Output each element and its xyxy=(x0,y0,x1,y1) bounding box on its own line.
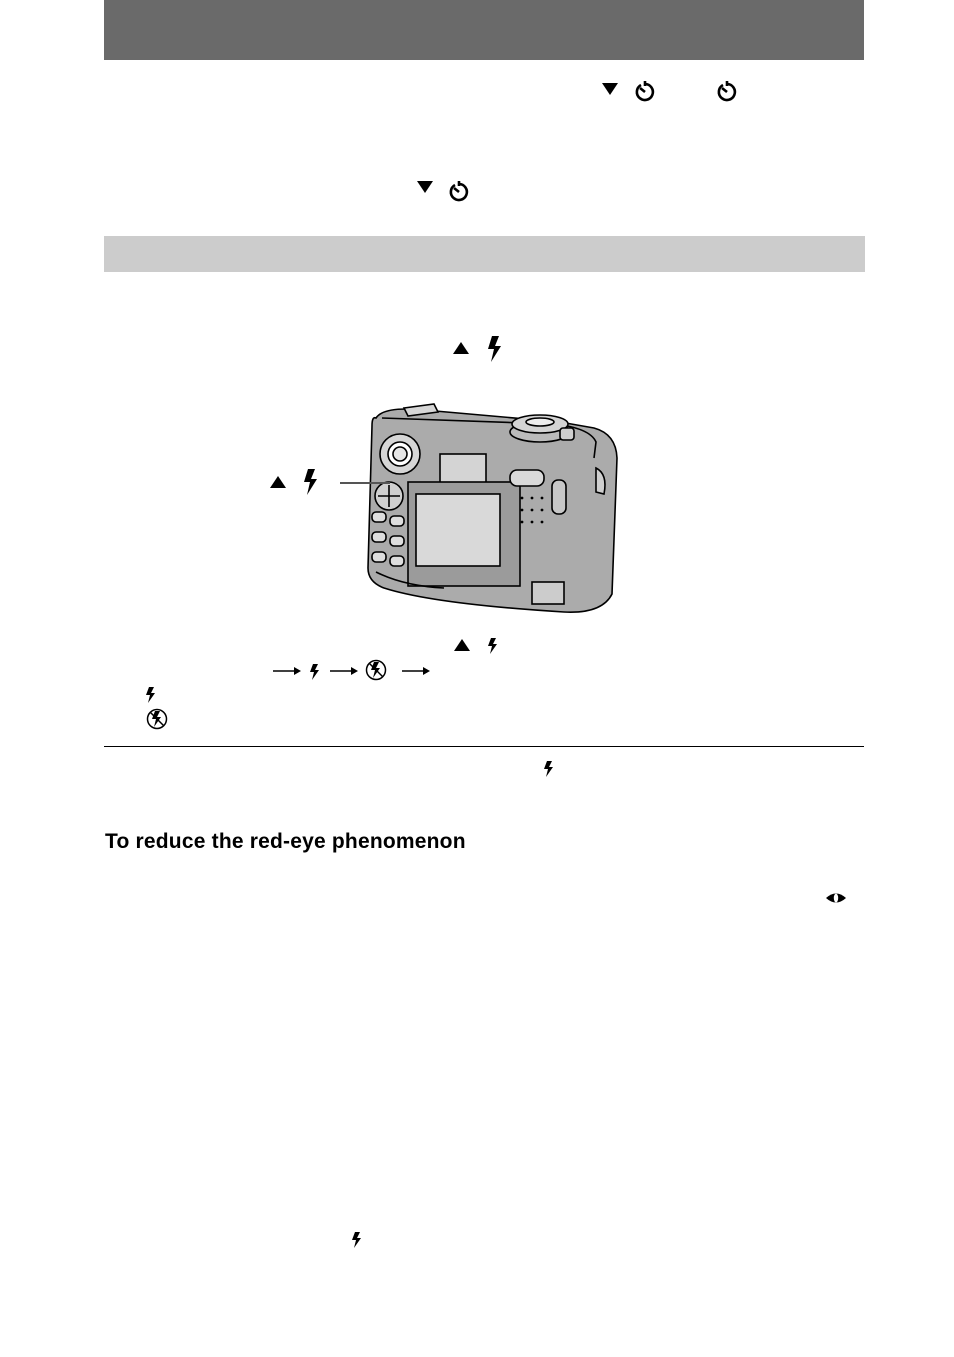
flash-icon xyxy=(309,663,321,681)
section-bar xyxy=(104,236,865,272)
self-timer-icon xyxy=(633,80,657,104)
no-flash-icon xyxy=(146,708,168,730)
right-arrow-icon xyxy=(272,665,302,677)
right-arrow-icon xyxy=(329,665,359,677)
flash-icon xyxy=(543,760,555,778)
self-timer-icon xyxy=(715,80,739,104)
flash-icon xyxy=(145,686,157,704)
divider-rule xyxy=(104,746,864,747)
down-triangle-icon xyxy=(416,180,434,194)
self-timer-icon xyxy=(447,180,471,204)
flash-icon xyxy=(302,468,320,496)
up-triangle-icon xyxy=(452,341,470,355)
red-eye-heading: To reduce the red-eye phenomenon xyxy=(105,830,466,853)
callout-line xyxy=(340,480,390,486)
up-triangle-icon xyxy=(269,475,287,489)
flash-icon xyxy=(487,637,499,655)
header-bar xyxy=(104,0,864,60)
flash-icon xyxy=(486,335,504,363)
red-eye-reduction-icon xyxy=(825,890,847,906)
right-arrow-icon xyxy=(401,665,431,677)
up-triangle-icon xyxy=(453,638,471,652)
camera-illustration xyxy=(364,398,622,616)
flash-icon xyxy=(351,1231,363,1249)
no-flash-icon xyxy=(365,659,387,681)
down-triangle-icon xyxy=(601,82,619,96)
